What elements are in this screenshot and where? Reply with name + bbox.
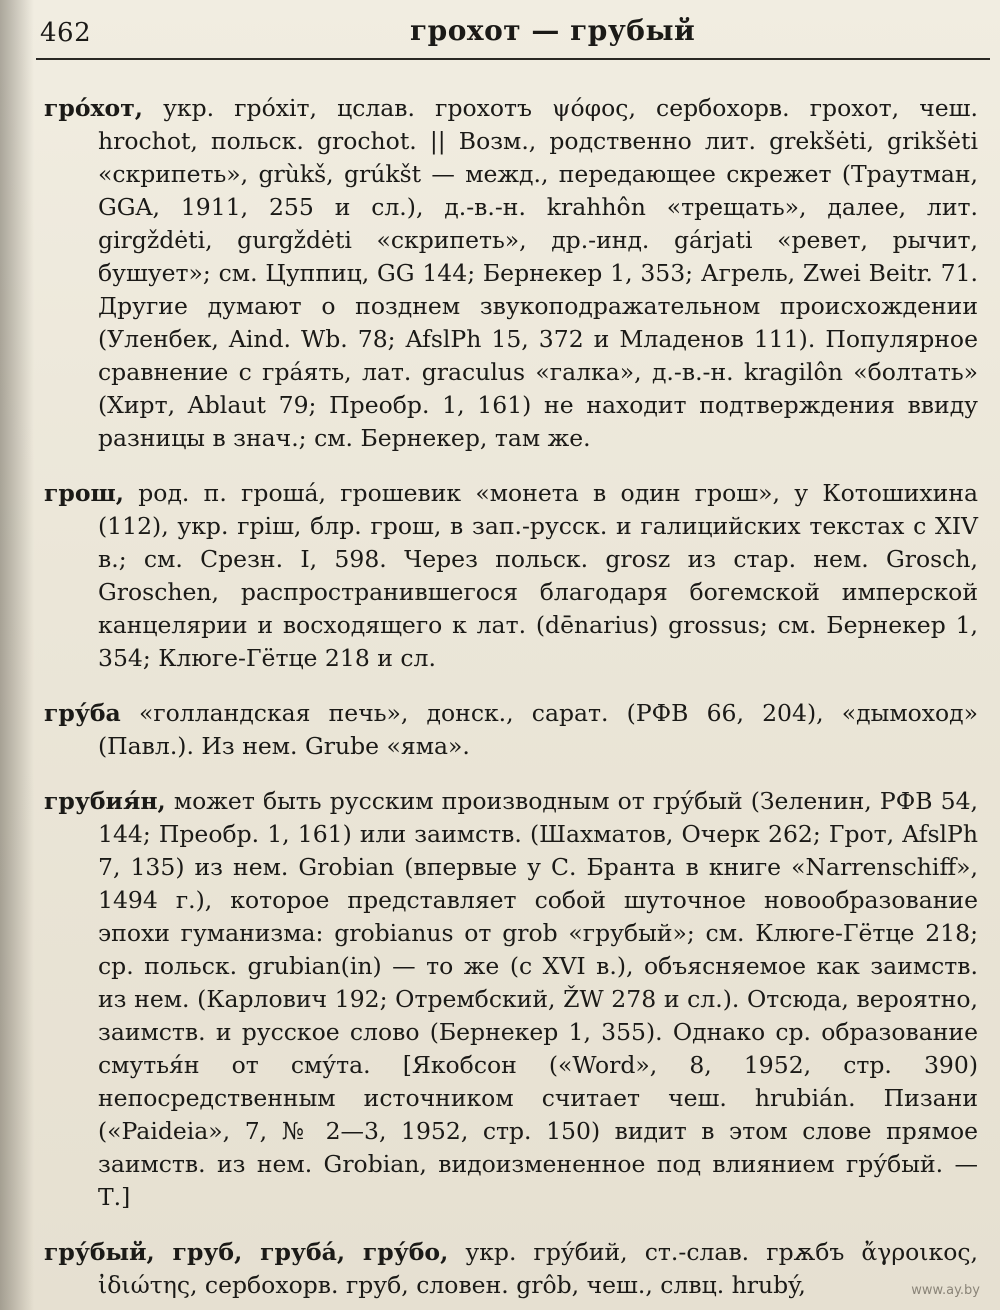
entry-grokhot — [0, 92, 1000, 455]
watermark: www.ay.by — [911, 1283, 980, 1298]
header-rule — [36, 58, 990, 60]
entry-text: укр. грóхiт, цслав. грохотъ ψόφος, сербохорв. грохот, чеш. hrochot, польск. grochot. || Возм., родственно лит. grekšėti, grikšėti «скрипеть», grùkš, grúkšt — межд., передающее скрежет (Траутман, GGA, 1911, 255 и сл.), д.-в.-н. krahhôn «трещать», далее, лит. girgždėti, gurgždėti «скрипеть», др.-инд. gárjati «ревет, рычит, бушует»; см. Цуппиц, GG 144; Бернекер 1, 353; Агрель, Zwei Beitr. 71. Другие думают о позднем звукоподражательном происхождении (Уленбек, Aind. Wb. 78; AfslPh 15, 372 и Младенов 111). Популярное сравнение с гра́ять, лат. graculus «галка», д.-в.-н. kragilôn «болтать» (Хирт, Ablaut 79; Преобр. 1, 161) не находит подтверждения ввиду разницы в знач.; см. Бернекер, там же. — [98, 94, 978, 452]
entry-headword: грош, — [44, 479, 124, 507]
entry-text: укр. гру́бий, ст.-слав. грѫбъ ἄγροικος, ἰδιώτης, сербохорв. груб, словен. grôb, чеш., слвц. hrubý, — [98, 1238, 978, 1299]
entry-headword: грóхот, — [44, 94, 143, 122]
entry-list — [0, 92, 1000, 1310]
entry-grosh — [0, 477, 1000, 675]
entry-text: род. п. гроша́, грошевик «монета в один грош», у Котошихина (112), укр. гріш, блр. грош, в зап.-русск. и галицийских текстах с XIV в.; см. Срезн. I, 598. Через польск. grosz из стар. нем. Grosch, Groschen, распространившегося благодаря богемской имперской канцелярии и восходящего к лат. (dēnarius) grossus; см. Бернекер 1, 354; Клюге-Гётце 218 и сл. — [98, 479, 978, 672]
entry-text: «голландская печь», донск., сарат. (РФВ 66, 204), «дымоход» (Павл.). Из нем. Grube «яма». — [98, 699, 978, 760]
entry-headword: гру́ба — [44, 699, 121, 727]
entry-headword: гру́бый, груб, груба́, гру́бо, — [44, 1238, 449, 1266]
page-header — [0, 0, 1000, 70]
entry-grubyi — [0, 1236, 1000, 1302]
entry-grubiyan — [0, 785, 1000, 1214]
entry-headword: грубия́н, — [44, 787, 166, 815]
entry-text: может быть русским производным от гру́бый (Зеленин, РФВ 54, 144; Преобр. 1, 161) или заимств. (Шахматов, Очерк 262; Грот, AfslPh 7, 135) из нем. Grobian (впервые у С. Бранта в книге «Narrenschiff», 1494 г.), которое представляет собой шуточное новообразование эпохи гуманизма: grobianus от grob «грубый»; см. Клюге-Гётце 218; ср. польск. grubian(in) — то же (с XVI в.), объясняемое как заимств. из нем. (Карлович 192; Отрембский, ŽW 278 и сл.). Отсюда, вероятно, заимств. и русское слово (Бернекер 1, 355). Однако ср. образование смутья́н от сму́та. [Якобсон («Word», 8, 1952, стр. 390) непосредственным источником считает чеш. hrubián. Пизани («Paideia», 7, № 2—3, 1952, стр. 150) видит в этом слове прямое заимств. из нем. Grobian, видоизмененное под влиянием гру́бый. — Т.] — [98, 787, 978, 1211]
entry-gruba — [0, 697, 1000, 763]
page-number: 462 — [40, 18, 92, 48]
running-head: грохот — грубый — [410, 14, 696, 47]
